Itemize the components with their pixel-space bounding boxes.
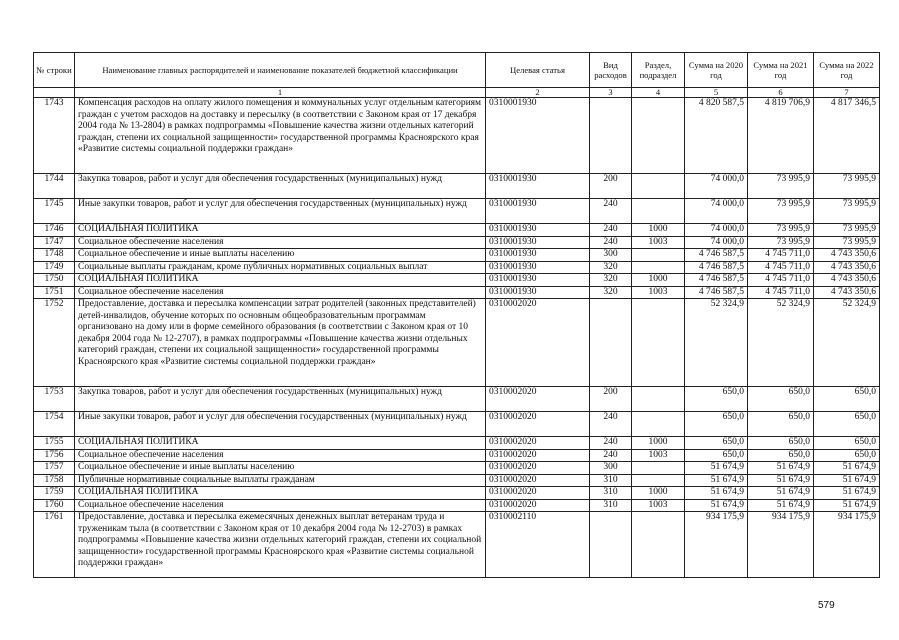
row-sum-2022: 650,0: [814, 449, 880, 462]
row-sum-2021: 51 674,9: [748, 487, 814, 500]
row-name: Социальное обеспечение населения: [75, 499, 486, 512]
row-name: Социальное обеспечение населения: [75, 449, 486, 462]
row-sum-2022: 4 743 350,6: [814, 249, 880, 262]
row-number: 1756: [34, 449, 75, 462]
row-sum-2021: 4 745 711,0: [748, 274, 814, 287]
row-expense-kind: 310: [590, 499, 632, 512]
table-row: [34, 224, 880, 237]
table-row: [34, 174, 880, 199]
row-section: 1000: [632, 487, 685, 500]
row-target-code: 0310001930: [486, 286, 590, 299]
row-target-code: 0310002020: [486, 299, 590, 387]
row-expense-kind: 240: [590, 449, 632, 462]
row-sum-2020: 4 746 587,5: [685, 274, 748, 287]
row-sum-2022: 650,0: [814, 437, 880, 450]
row-sum-2021: 73 995,9: [748, 199, 814, 224]
row-target-code: 0310002020: [486, 474, 590, 487]
row-target-code: 0310001930: [486, 274, 590, 287]
row-target-code: 0310001930: [486, 174, 590, 199]
row-name: СОЦИАЛЬНАЯ ПОЛИТИКА: [75, 274, 486, 287]
row-target-code: 0310001930: [486, 98, 590, 174]
row-target-code: 0310002020: [486, 487, 590, 500]
header-target: Целевая статья: [486, 53, 590, 88]
row-name: Социальное обеспечение и иные выплаты населению: [75, 249, 486, 262]
row-sum-2020: 52 324,9: [685, 299, 748, 387]
row-name: Социальное обеспечение и иные выплаты населению: [75, 462, 486, 475]
row-section: 1003: [632, 236, 685, 249]
row-sum-2022: 934 175,9: [814, 512, 880, 578]
column-number: [34, 88, 75, 98]
row-number: 1749: [34, 261, 75, 274]
row-sum-2022: 4 743 350,6: [814, 286, 880, 299]
row-sum-2022: 51 674,9: [814, 474, 880, 487]
row-expense-kind: [590, 98, 632, 174]
row-name: Закупка товаров, работ и услуг для обеспечения государственных (муниципальных) нужд: [75, 387, 486, 412]
row-name: Компенсация расходов на оплату жилого помещения и коммунальных услуг отдельным категориям граждан с учетом расходов на доставку и пересылку (в соответствии с Законом края от 17 декабря 2004 года № 13-2804) в рамках подпрограммы «Повышение качества жизни отдельных категорий граждан, степени их социальной защищенности» государственной программы Красноярского края «Развитие системы социальной поддержки граждан»: [75, 98, 486, 174]
row-sum-2021: 934 175,9: [748, 512, 814, 578]
table-row: [34, 236, 880, 249]
row-target-code: 0310002020: [486, 462, 590, 475]
row-expense-kind: 300: [590, 249, 632, 262]
row-number: 1746: [34, 224, 75, 237]
row-expense-kind: 320: [590, 261, 632, 274]
row-sum-2022: 51 674,9: [814, 499, 880, 512]
row-sum-2021: 4 745 711,0: [748, 249, 814, 262]
row-section: [632, 387, 685, 412]
row-sum-2020: 51 674,9: [685, 487, 748, 500]
table-row: [34, 199, 880, 224]
row-sum-2020: 74 000,0: [685, 236, 748, 249]
row-name: СОЦИАЛЬНАЯ ПОЛИТИКА: [75, 487, 486, 500]
row-target-code: 0310002020: [486, 449, 590, 462]
row-number: 1744: [34, 174, 75, 199]
table-row: [34, 98, 880, 174]
header-kind: Вид расходов: [590, 53, 632, 88]
row-sum-2022: 73 995,9: [814, 199, 880, 224]
row-target-code: 0310002020: [486, 437, 590, 450]
row-section: [632, 474, 685, 487]
row-sum-2020: 74 000,0: [685, 224, 748, 237]
row-sum-2022: 73 995,9: [814, 174, 880, 199]
row-section: [632, 174, 685, 199]
row-sum-2020: 4 746 587,5: [685, 249, 748, 262]
row-number: 1743: [34, 98, 75, 174]
row-sum-2020: 51 674,9: [685, 462, 748, 475]
column-number: 3: [590, 88, 632, 98]
row-expense-kind: 240: [590, 236, 632, 249]
row-sum-2022: 4 743 350,6: [814, 274, 880, 287]
row-expense-kind: [590, 299, 632, 387]
row-sum-2020: 4 746 587,5: [685, 286, 748, 299]
row-sum-2020: 51 674,9: [685, 499, 748, 512]
column-number: 4: [632, 88, 685, 98]
column-number-row: [34, 88, 880, 98]
row-sum-2021: 73 995,9: [748, 174, 814, 199]
header-sum-2021: Сумма на 2021 год: [748, 53, 814, 88]
row-number: 1760: [34, 499, 75, 512]
column-number: 5: [685, 88, 748, 98]
row-section: [632, 199, 685, 224]
table-row: [34, 387, 880, 412]
table-row: [34, 299, 880, 387]
row-name: Закупка товаров, работ и услуг для обеспечения государственных (муниципальных) нужд: [75, 174, 486, 199]
row-number: 1753: [34, 387, 75, 412]
column-number: 2: [486, 88, 590, 98]
row-sum-2021: 51 674,9: [748, 462, 814, 475]
row-sum-2021: 4 745 711,0: [748, 261, 814, 274]
row-expense-kind: 240: [590, 199, 632, 224]
row-sum-2020: 650,0: [685, 412, 748, 437]
row-section: 1000: [632, 224, 685, 237]
row-sum-2021: 650,0: [748, 449, 814, 462]
header-sum-2022: Сумма на 2022 год: [814, 53, 880, 88]
row-sum-2022: 51 674,9: [814, 462, 880, 475]
row-sum-2020: 4 746 587,5: [685, 261, 748, 274]
row-expense-kind: 300: [590, 462, 632, 475]
row-expense-kind: 310: [590, 487, 632, 500]
row-sum-2021: 650,0: [748, 412, 814, 437]
row-number: 1751: [34, 286, 75, 299]
row-number: 1747: [34, 236, 75, 249]
row-expense-kind: 240: [590, 412, 632, 437]
row-sum-2022: 650,0: [814, 387, 880, 412]
table-row: [34, 274, 880, 287]
row-name: Предоставление, доставка и пересылка компенсации затрат родителей (законных представителей) детей-инвалидов, обучение которых по основным общеобразовательным программам организовано на дому или в форме семейного образования (в соответствии с Законом края от 10 декабря 2004 года № 12-2707), в рамках подпрограммы «Повышение качества жизни отдельных категорий граждан, степени их социальной защищенности» государственной программы Красноярского края «Развитие системы социальной поддержки граждан»: [75, 299, 486, 387]
table-row: [34, 286, 880, 299]
row-sum-2021: 73 995,9: [748, 236, 814, 249]
row-number: 1745: [34, 199, 75, 224]
column-number: 1: [75, 88, 486, 98]
table-row: [34, 462, 880, 475]
column-number: 6: [748, 88, 814, 98]
table-row: [34, 512, 880, 578]
row-number: 1759: [34, 487, 75, 500]
row-sum-2022: 650,0: [814, 412, 880, 437]
row-name: Предоставление, доставка и пересылка ежемесячных денежных выплат ветеранам труда и труженикам тыла (в соответствии с Законом края от 10 декабря 2004 года № 12-2703) в рамках подпрограммы «Повышение качества жизни отдельных категорий граждан, степени их социальной защищенности» государственной программы Красноярского края «Развитие системы социальной поддержки граждан»: [75, 512, 486, 578]
row-number: 1757: [34, 462, 75, 475]
table-row: [34, 449, 880, 462]
row-sum-2020: 4 820 587,5: [685, 98, 748, 174]
row-sum-2022: 4 743 350,6: [814, 261, 880, 274]
row-section: [632, 462, 685, 475]
row-sum-2020: 650,0: [685, 449, 748, 462]
table-row: [34, 412, 880, 437]
row-expense-kind: 310: [590, 474, 632, 487]
row-name: СОЦИАЛЬНАЯ ПОЛИТИКА: [75, 437, 486, 450]
row-section: [632, 299, 685, 387]
row-section: 1000: [632, 274, 685, 287]
row-expense-kind: 200: [590, 387, 632, 412]
table-row: [34, 499, 880, 512]
row-name: Социальные выплаты гражданам, кроме публичных нормативных социальных выплат: [75, 261, 486, 274]
table-row: [34, 249, 880, 262]
row-expense-kind: 320: [590, 274, 632, 287]
row-sum-2022: 51 674,9: [814, 487, 880, 500]
row-sum-2021: 52 324,9: [748, 299, 814, 387]
row-target-code: 0310002020: [486, 387, 590, 412]
header-sum-2020: Сумма на 2020 год: [685, 53, 748, 88]
row-number: 1754: [34, 412, 75, 437]
row-sum-2021: 650,0: [748, 387, 814, 412]
row-sum-2022: 73 995,9: [814, 224, 880, 237]
row-number: 1748: [34, 249, 75, 262]
row-expense-kind: 200: [590, 174, 632, 199]
row-target-code: 0310001930: [486, 224, 590, 237]
header-name: Наименование главных распорядителей и наименование показателей бюджетной классификации: [75, 53, 486, 88]
table-row: [34, 474, 880, 487]
row-sum-2020: 74 000,0: [685, 174, 748, 199]
row-sum-2021: 650,0: [748, 437, 814, 450]
row-expense-kind: [590, 512, 632, 578]
row-name: Иные закупки товаров, работ и услуг для обеспечения государственных (муниципальных) нужд: [75, 412, 486, 437]
row-target-code: 0310002020: [486, 499, 590, 512]
column-number: 7: [814, 88, 880, 98]
row-section: 1003: [632, 286, 685, 299]
header-row-no: № строки: [34, 53, 75, 88]
row-section: [632, 249, 685, 262]
row-expense-kind: 240: [590, 437, 632, 450]
row-sum-2021: 73 995,9: [748, 224, 814, 237]
row-sum-2020: 650,0: [685, 437, 748, 450]
row-target-code: 0310002110: [486, 512, 590, 578]
row-target-code: 0310001930: [486, 261, 590, 274]
row-sum-2020: 934 175,9: [685, 512, 748, 578]
row-section: [632, 512, 685, 578]
row-sum-2022: 4 817 346,5: [814, 98, 880, 174]
row-number: 1758: [34, 474, 75, 487]
row-name: Социальное обеспечение населения: [75, 286, 486, 299]
table-header-row: [34, 53, 880, 88]
row-section: [632, 98, 685, 174]
table-row: [34, 487, 880, 500]
page-number: 579: [818, 600, 835, 611]
row-number: 1752: [34, 299, 75, 387]
row-section: 1003: [632, 499, 685, 512]
row-sum-2022: 73 995,9: [814, 236, 880, 249]
row-sum-2022: 52 324,9: [814, 299, 880, 387]
row-number: 1761: [34, 512, 75, 578]
row-name: СОЦИАЛЬНАЯ ПОЛИТИКА: [75, 224, 486, 237]
row-target-code: 0310001930: [486, 236, 590, 249]
row-name: Иные закупки товаров, работ и услуг для обеспечения государственных (муниципальных) нужд: [75, 199, 486, 224]
header-section: Раздел, подраздел: [632, 53, 685, 88]
row-section: [632, 261, 685, 274]
row-sum-2021: 51 674,9: [748, 474, 814, 487]
row-target-code: 0310001930: [486, 199, 590, 224]
row-expense-kind: 240: [590, 224, 632, 237]
table-body: [34, 98, 880, 578]
row-sum-2021: 4 819 706,9: [748, 98, 814, 174]
row-sum-2020: 51 674,9: [685, 474, 748, 487]
budget-table: [33, 52, 880, 578]
row-sum-2021: 4 745 711,0: [748, 286, 814, 299]
row-number: 1750: [34, 274, 75, 287]
row-section: [632, 412, 685, 437]
row-expense-kind: 320: [590, 286, 632, 299]
table-row: [34, 261, 880, 274]
row-sum-2021: 51 674,9: [748, 499, 814, 512]
row-sum-2020: 74 000,0: [685, 199, 748, 224]
row-name: Социальное обеспечение населения: [75, 236, 486, 249]
row-target-code: 0310001930: [486, 249, 590, 262]
row-sum-2020: 650,0: [685, 387, 748, 412]
row-number: 1755: [34, 437, 75, 450]
row-name: Публичные нормативные социальные выплаты гражданам: [75, 474, 486, 487]
row-section: 1003: [632, 449, 685, 462]
row-target-code: 0310002020: [486, 412, 590, 437]
table-row: [34, 437, 880, 450]
row-section: 1000: [632, 437, 685, 450]
